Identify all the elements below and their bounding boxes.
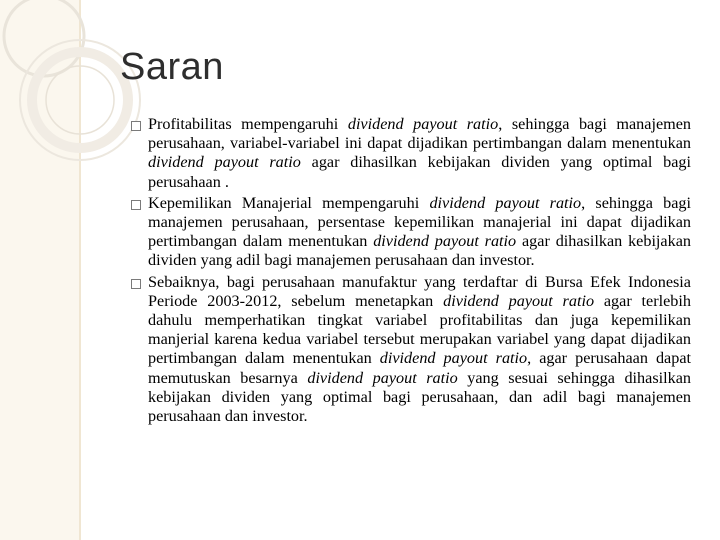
bullet-item [131, 115, 691, 192]
bullet-marker-icon [131, 121, 141, 131]
bullet-text: Sebaiknya, bagi perusahaan manufaktur yang terdaftar di Bursa Efek Indonesia Periode 2003-2012, sebelum menetapkan dividend payout ratio agar terlebih dahulu memperhatikan tingkat variabel profitabilitas dan juga kepemilikan manjerial karena kedua variabel tersebut merupakan variabel yang dapat dijadikan pertimbangan dalam menentukan dividend payout ratio, agar perusahaan dapat memutuskan besarnya dividend payout ratio yang sesuai sehingga dihasilkan kebijakan dividen yang optimal bagi perusahaan, dan adil bagi manajemen perusahaan dan investor. [148, 272, 692, 426]
bullet-marker-icon [131, 279, 141, 289]
bullet-marker-icon [131, 200, 141, 210]
bullet-list [131, 115, 691, 428]
bullet-text: Kepemilikan Manajerial mempengaruhi dividend payout ratio, sehingga bagi manajemen perusahaan, persentase kepemilikan manajerial ini dapat dijadikan pertimbangan dalam menentukan dividend payout ratio agar dihasilkan kebijakan dividen yang adil bagi manajemen perusahaan dan investor. [148, 193, 692, 270]
bullet-item [131, 273, 691, 427]
slide-title: Saran [120, 46, 224, 88]
bullet-text: Profitabilitas mempengaruhi dividend payout ratio, sehingga bagi manajemen perusahaan, variabel-variabel ini dapat dijadikan pertimbangan dalam menentukan dividend payout ratio agar dihasilkan kebijakan dividen yang optimal bagi perusahaan . [148, 115, 692, 191]
bullet-item [131, 194, 691, 271]
